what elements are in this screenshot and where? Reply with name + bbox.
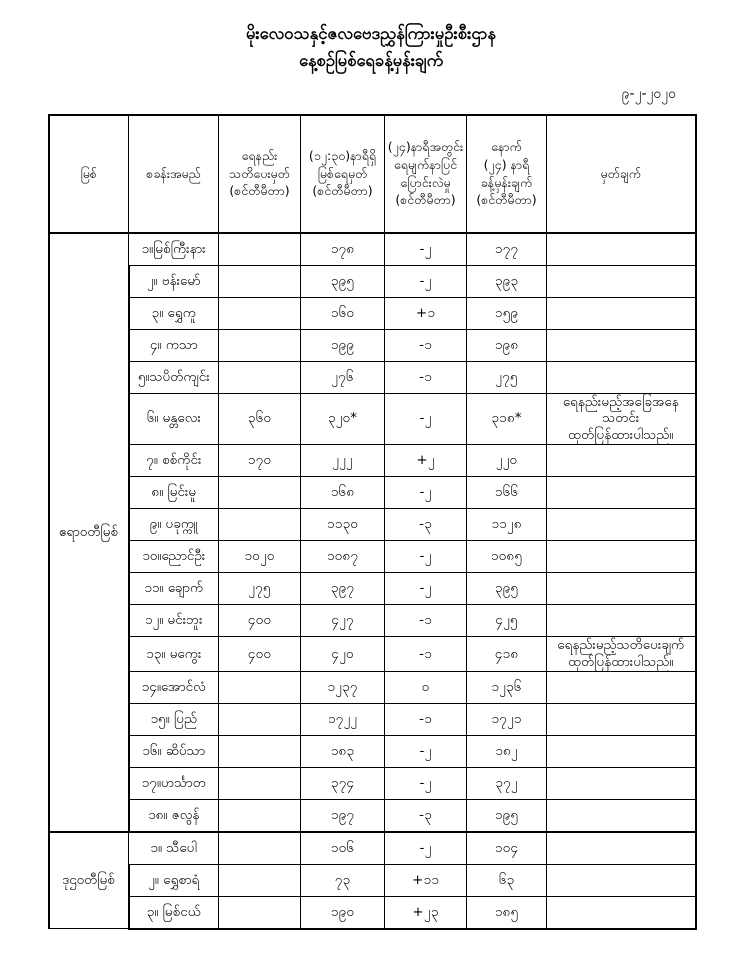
cell-remark [547,509,696,541]
cell-warning-level: ၄၀၀ [219,605,301,637]
cell-water-change: +၁၁ [385,864,467,896]
cell-station-name: ၇။ စစ်ကိုင်း [129,445,219,477]
cell-remark [547,541,696,573]
cell-remark [547,703,696,735]
river-group-label: ဧရာဝတီမြစ် [49,233,129,832]
cell-water-level: ၁၁၃၀ [301,509,385,541]
table-body [49,233,696,929]
table-row [49,799,696,832]
cell-water-level: ၃၉၇ [301,573,385,605]
table-header-row-group [49,115,696,233]
cell-remark [547,735,696,767]
cell-remark [547,445,696,477]
cell-forecast-level: ၄၁၈ [467,637,547,672]
cell-remark [547,799,696,832]
table-row [49,477,696,509]
remark-line-2: ထုတ်ပြန်ထားပါသည်။ [568,427,674,444]
cell-remark [547,265,696,297]
column-header-warning-level [219,115,301,233]
cell-station-name: ၅။သပိတ်ကျင်း [129,361,219,393]
cell-forecast-level: ၄၂၅ [467,605,547,637]
cell-remark [547,671,696,703]
cell-station-name: ၁၄။အောင်လံ [129,671,219,703]
cell-forecast-level: ၂၇၅ [467,361,547,393]
column-header-remark-label: မှတ်ချက် [600,165,642,181]
cell-station-name: ၃။ မြစ်ငယ် [129,896,219,929]
cell-warning-level: ၁၇၀ [219,445,301,477]
table-row [49,896,696,929]
cell-water-level: ၁၇၈ [301,233,385,266]
cell-water-change: -၁ [385,637,467,672]
column-header-warning-level-line2: သတိပေးမှတ် [229,165,290,181]
cell-forecast-level: ၃၁၈* [467,393,547,445]
remark-line-1: ရေနည်းမည့်သတိပေးချက် [557,637,685,654]
column-header-forecast [467,115,547,233]
cell-station-name: ၁၁။ ချောက် [129,573,219,605]
cell-warning-level [219,832,301,865]
column-header-change-line3: ပြောင်းလဲမှု [400,174,451,190]
column-header-river [49,115,129,233]
column-header-station-label: စခန်းအမည် [146,165,201,181]
table-row [49,445,696,477]
column-header-change-line4: (စင်တီမီတာ) [395,192,456,208]
cell-water-level: ၁၀၆ [301,832,385,865]
cell-warning-level: ၁၀၂၀ [219,541,301,573]
cell-station-name: ၂။ ရွှေစာရံ [129,864,219,896]
table-row [49,605,696,637]
column-header-station [129,115,219,233]
cell-water-change: +၂ [385,445,467,477]
cell-warning-level [219,361,301,393]
cell-forecast-level: ၁၀၈၅ [467,541,547,573]
cell-water-change: -၂ [385,573,467,605]
table-row [49,233,696,266]
cell-water-level: ၃၂၀* [301,393,385,445]
cell-warning-level: ၄၀၀ [219,637,301,672]
cell-warning-level [219,799,301,832]
column-header-forecast-line1: နောက် [491,139,522,154]
cell-warning-level [219,896,301,929]
cell-water-level: ၂၂၂ [301,445,385,477]
remark-line-2: ထုတ်ပြန်ထားပါသည်။ [568,654,674,670]
table-row [49,509,696,541]
cell-station-name: ၈။ မြင်းမူ [129,477,219,509]
document-header [0,0,742,105]
table-row [49,637,696,672]
table-row [49,832,696,865]
cell-station-name: ၆။ မန္တလေး [129,393,219,445]
river-forecast-table [48,114,697,930]
cell-remark [547,605,696,637]
cell-remark [547,361,696,393]
cell-station-name: ၁။ သီပေါ [129,832,219,865]
cell-station-name: ၃။ ရွှေကူ [129,297,219,329]
cell-warning-level [219,864,301,896]
cell-warning-level: ၃၆၀ [219,393,301,445]
cell-water-level: ၁၉၀ [301,896,385,929]
table-row [49,864,696,896]
cell-warning-level [219,671,301,703]
cell-water-level: ၁၂၃၇ [301,671,385,703]
cell-warning-level [219,329,301,361]
column-header-change-line1: (၂၄)နာရီအတွင်း [387,139,464,154]
cell-forecast-level: ၃၇၂ [467,767,547,799]
column-header-warning-level-line1: ရေနည်း [241,147,278,163]
document-date: ၉-၂-၂၀၂၀ [621,85,676,102]
cell-remark [547,896,696,929]
table-row [49,573,696,605]
cell-warning-level [219,509,301,541]
river-group-label: ဒုဌဝတီမြစ် [49,832,129,929]
cell-warning-level [219,297,301,329]
cell-warning-level [219,477,301,509]
cell-water-change: -၁ [385,605,467,637]
cell-water-level: ၁၈၃ [301,735,385,767]
cell-forecast-level: ၁၇၂၁ [467,703,547,735]
cell-forecast-level: ၁၇၇ [467,233,547,266]
cell-water-change: -၃ [385,509,467,541]
column-header-change [385,115,467,233]
table-row [49,393,696,445]
cell-warning-level: ၂၇၅ [219,573,301,605]
cell-forecast-level: ၁၂၃၆ [467,671,547,703]
cell-water-level: ၁၀၈၇ [301,541,385,573]
cell-water-change: -၂ [385,393,467,445]
column-header-forecast-line4: (စင်တီမီတာ) [476,192,537,208]
table-row [49,297,696,329]
cell-water-change: -၂ [385,767,467,799]
column-header-forecast-line3: ခန့်မှန်းချက် [480,174,533,190]
table-row [49,329,696,361]
cell-forecast-level: ၆၃ [467,864,547,896]
cell-warning-level [219,265,301,297]
cell-water-change: -၂ [385,265,467,297]
document-subtitle: နေ့စဉ်မြစ်ရေခန့်မှန်းချက် [299,50,443,70]
cell-water-change: -၂ [385,541,467,573]
cell-forecast-level: ၁၈၅ [467,896,547,929]
cell-remark [547,637,696,672]
cell-remark [547,477,696,509]
cell-station-name: ၁။မြစ်ကြီးနား [129,233,219,266]
column-header-river-label: မြစ် [80,165,97,181]
cell-water-level: ၃၇၄ [301,767,385,799]
table-header-row [49,115,696,233]
cell-water-level: ၁၉၉ [301,329,385,361]
cell-remark [547,233,696,266]
cell-warning-level [219,767,301,799]
cell-water-change: +၂၃ [385,896,467,929]
cell-forecast-level: ၁၉၈ [467,329,547,361]
table-row [49,735,696,767]
cell-forecast-level: ၁၀၄ [467,832,547,865]
cell-water-change: -၁ [385,703,467,735]
cell-forecast-level: ၁၉၅ [467,799,547,832]
cell-water-change: -၂ [385,735,467,767]
cell-water-change: -၂ [385,832,467,865]
cell-water-change: -၂ [385,477,467,509]
cell-water-change: +၁ [385,297,467,329]
cell-forecast-level: ၃၉၅ [467,573,547,605]
cell-forecast-level: ၁၆၆ [467,477,547,509]
cell-water-level: ၃၉၅ [301,265,385,297]
cell-forecast-level: ၁၈၂ [467,735,547,767]
table-row [49,671,696,703]
cell-remark [547,297,696,329]
cell-remark [547,832,696,865]
cell-forecast-level: ၁၁၂၈ [467,509,547,541]
remark-line-1: ရေနည်းမည့်အခြေအနေသတင်း [562,393,679,427]
table-row [49,767,696,799]
cell-station-name: ၂။ ဗန်းမော် [129,265,219,297]
department-title: မိုးလေဝသနှင့်ဇလဗေဒညွှန်ကြားမှုဦးစီးဌာန [245,24,497,43]
cell-station-name: ၄။ ကသာ [129,329,219,361]
cell-remark [547,329,696,361]
cell-water-level: ၁၉၇ [301,799,385,832]
column-header-forecast-line2: (၂၄) နာရီ [483,156,530,172]
cell-station-name: ၉။ ပခုက္ကူ [129,509,219,541]
cell-station-name: ၁၅။ ပြည် [129,703,219,735]
table-row [49,703,696,735]
cell-warning-level [219,735,301,767]
cell-station-name: ၁၀။ညောင်ဦး [129,541,219,573]
column-header-warning-level-line3: (စင်တီမီတာ) [229,183,290,199]
column-header-remark [547,115,696,233]
cell-remark [547,393,696,445]
column-header-water-level [301,115,385,233]
cell-water-change: -၁ [385,361,467,393]
cell-water-change: -၁ [385,329,467,361]
cell-water-level: ၄၂၇ [301,605,385,637]
column-header-change-line2: ရေမျက်နာပြင် [393,156,458,172]
river-forecast-table-wrap [48,114,695,930]
cell-water-change: -၂ [385,233,467,266]
cell-forecast-level: ၃၉၃ [467,265,547,297]
cell-station-name: ၁၈။ ဇလွန် [129,799,219,832]
cell-station-name: ၁၆။ ဆိပ်သာ [129,735,219,767]
cell-water-level: ၁၇၂၂ [301,703,385,735]
cell-water-level: ၂၇၆ [301,361,385,393]
cell-station-name: ၁၇။ဟင်္သာတ [129,767,219,799]
table-row [49,361,696,393]
cell-forecast-level: ၂၂၀ [467,445,547,477]
cell-water-change: -၃ [385,799,467,832]
cell-remark [547,573,696,605]
cell-station-name: ၁၃။ မကွေး [129,637,219,672]
cell-warning-level [219,233,301,266]
table-row [49,541,696,573]
column-header-water-level-line1: (၁၂:၃၀)နာရီရှိ [308,147,377,163]
cell-forecast-level: ၁၅၉ [467,297,547,329]
cell-remark [547,767,696,799]
cell-water-level: ၁၆၈ [301,477,385,509]
cell-remark [547,864,696,896]
column-header-water-level-line3: (စင်တီမီတာ) [312,183,373,199]
cell-water-level: ၄၂၀ [301,637,385,672]
column-header-water-level-line2: မြစ်ရေမှတ် [317,165,368,181]
table-row [49,265,696,297]
cell-warning-level [219,703,301,735]
cell-water-level: ၁၆၀ [301,297,385,329]
cell-water-level: ၇၃ [301,864,385,896]
cell-station-name: ၁၂။ မင်းဘူး [129,605,219,637]
cell-water-change: ၀ [385,671,467,703]
